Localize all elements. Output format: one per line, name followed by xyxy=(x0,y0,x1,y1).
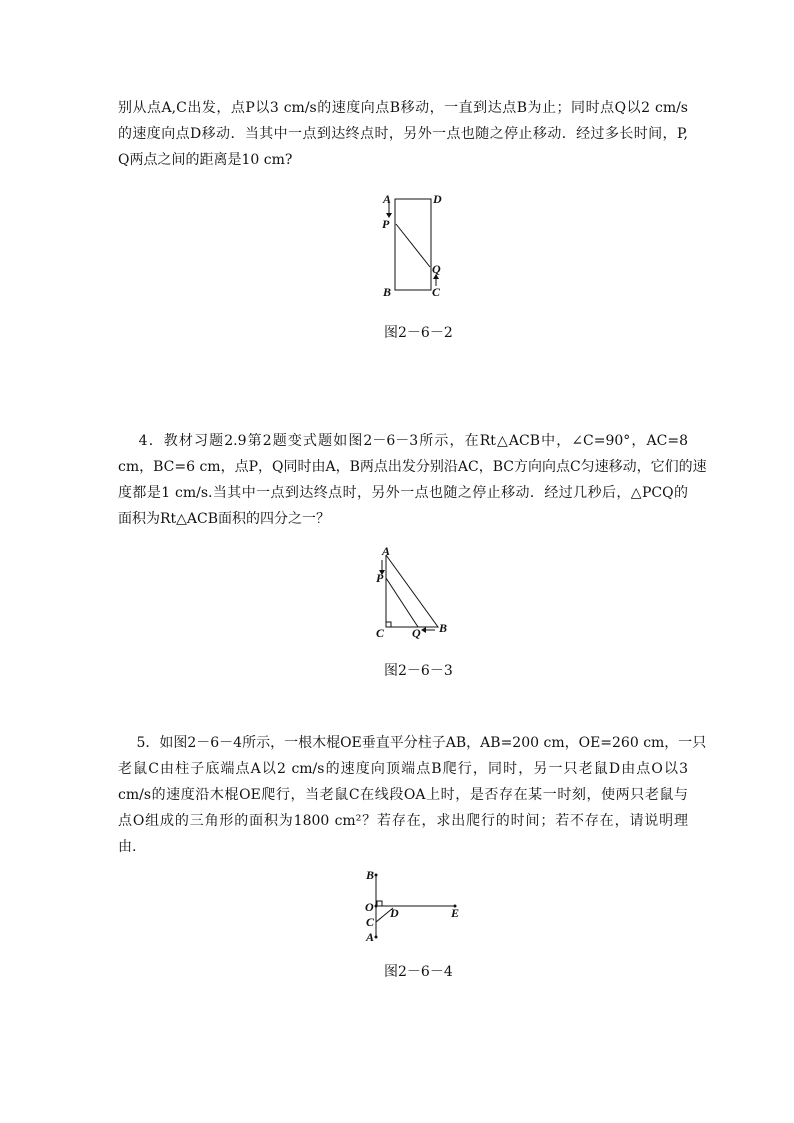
label-a: A xyxy=(382,544,391,558)
text-line: Q两点之间的距离是10 cm? xyxy=(118,152,293,168)
right-angle-mark xyxy=(377,901,382,906)
text-line: 度都是1 cm/s.当其中一点到达终点时，另外一点也随之停止移动．经过几秒后，△PCQ的 xyxy=(118,485,688,501)
label-o: O xyxy=(365,900,374,914)
label-b: B xyxy=(366,868,375,882)
text-line: 老鼠C由柱子底端点A以2 cm/s的速度向顶端点B爬行，同时，另一只老鼠D由点O以3 xyxy=(118,761,688,777)
text-line: 点O组成的三角形的面积为1800 cm²？若存在，求出爬行的时间；若不存在，请说明理 xyxy=(118,813,688,829)
label-q: Q xyxy=(412,626,421,640)
label-d: D xyxy=(433,192,442,206)
text-line: 别从点A,C出发，点P以3 cm/s的速度向点B移动，一直到达点B为止；同时点Q以2 cm/s xyxy=(118,100,688,116)
label-p: P xyxy=(376,571,384,585)
label-a: A xyxy=(383,192,392,206)
figure-caption: 图2－6－4 xyxy=(384,964,453,980)
text-line: 面积为Rt△ACB面积的四分之一？ xyxy=(118,511,331,527)
label-p: P xyxy=(382,217,390,231)
text-line: 由. xyxy=(118,839,137,855)
text-line: 的速度向点D移动．当其中一点到达终点时，另外一点也随之停止移动．经过多长时间，P, xyxy=(118,126,688,142)
text-line: 5．如图2－6－4所示，一根木棍OE垂直平分柱子AB，AB=200 cm，OE=260 cm，一只 xyxy=(118,735,707,751)
label-q: Q xyxy=(432,262,441,276)
label-d: D xyxy=(390,906,399,920)
figure-caption: 图2－6－3 xyxy=(384,663,453,679)
label-e: E xyxy=(451,906,460,920)
text-line: 4．教材习题2.9第2题变式题如图2－6－3所示，在Rt△ACB中，∠C=90°，AC=8 xyxy=(118,433,688,449)
label-a: A xyxy=(366,930,375,944)
label-b: B xyxy=(439,621,448,635)
text-line: cm/s的速度沿木棍OE爬行，当老鼠C在线段OA上时，是否存在某一时刻，使两只老鼠与 xyxy=(118,787,688,803)
figure-caption: 图2－6－2 xyxy=(384,325,453,341)
text-line: cm，BC=6 cm，点P，Q同时由A，B两点出发分别沿AC，BC方向向点C匀速移动，它们的速 xyxy=(118,459,707,475)
label-c: C xyxy=(376,626,385,640)
label-b: B xyxy=(383,285,392,299)
label-c: C xyxy=(432,285,441,299)
label-c: C xyxy=(366,915,375,929)
